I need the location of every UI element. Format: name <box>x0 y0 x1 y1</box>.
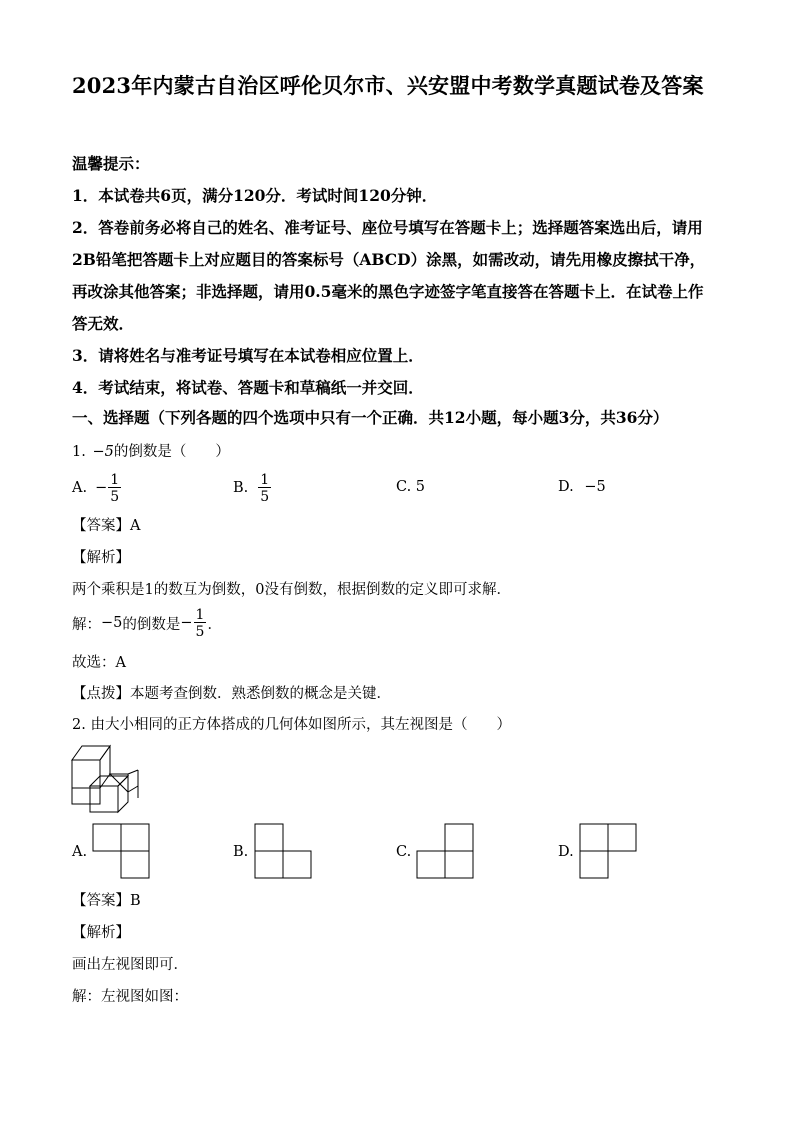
question-2-option-a-label: A. <box>72 844 88 860</box>
denominator: 5 <box>260 488 270 505</box>
question-1-option-d <box>558 479 606 495</box>
option-label: A. <box>72 480 88 496</box>
notice-heading: 温馨提示： <box>72 154 150 173</box>
solution-prefix: 解： <box>72 616 101 633</box>
question-2-option-a-figure <box>92 823 150 879</box>
fraction <box>194 608 207 639</box>
numerator: 1 <box>260 471 270 488</box>
question-2-analysis: 画出左视图即可． <box>72 957 188 973</box>
notice-item-2-line-3: 再改涂其他答案；非选择题，请用0.5毫米的黑色字迹签字笔直接答在答题卡上．在试卷上作 <box>72 282 704 301</box>
question-2-answer: 【答案】B <box>72 893 141 909</box>
question-1-option-c <box>396 479 425 495</box>
notice-item-2-line-1: 2．答卷前务必将自己的姓名、准考证号、座位号填写在答题卡上；选择题答案选出后，请用 <box>72 218 703 237</box>
fraction <box>108 473 121 504</box>
option-label: D. <box>558 479 574 495</box>
notice-item-4: 4．考试结束，将试卷、答题卡和草稿纸一并交回． <box>72 378 424 397</box>
minus-sign: − <box>95 480 108 496</box>
numerator: 1 <box>110 471 120 488</box>
question-1-analysis: 两个乘积是1的数互为倒数，0没有倒数，根据倒数的定义即可求解． <box>72 582 511 598</box>
question-2-option-d-figure <box>579 823 637 879</box>
question-2-option-d-label: D. <box>558 844 574 860</box>
fraction <box>258 473 271 504</box>
question-2-option-b-label: B. <box>233 844 249 860</box>
math-expression: −5 <box>101 615 123 631</box>
question-number: 1. <box>72 444 86 460</box>
question-text: 由大小相同的正方体搭成的几何体如图所示，其左视图是（ ） <box>90 717 511 733</box>
question-1-option-a <box>72 468 122 508</box>
question-number: 2. <box>72 717 86 733</box>
notice-item-1: 1．本试卷共6页，满分120分．考试时间120分钟． <box>72 186 438 205</box>
denominator: 5 <box>195 623 205 640</box>
question-2-option-b-figure <box>254 823 312 879</box>
math-expression: −5 <box>92 444 114 460</box>
question-2-solution: 解：左视图如图： <box>72 989 188 1005</box>
solution-text: 的倒数是 <box>122 616 181 633</box>
question-1-answer: 【答案】A <box>72 518 141 534</box>
minus-sign: − <box>180 615 193 631</box>
question-2-analysis-heading: 【解析】 <box>72 925 130 941</box>
question-1-comment: 【点拨】本题考查倒数．熟悉倒数的概念是关键． <box>72 686 391 702</box>
question-2-option-c-figure <box>416 823 474 879</box>
cube-figure <box>70 742 150 814</box>
notice-item-2-line-2: 2B铅笔把答题卡上对应题目的答案标号（ABCD）涂黑，如需改动，请先用橡皮擦拭干净， <box>72 250 706 269</box>
numerator: 1 <box>195 606 205 623</box>
option-label: B. <box>233 480 249 496</box>
question-1-stem <box>72 440 230 461</box>
notice-item-2-line-4: 答无效． <box>72 314 135 333</box>
option-label: C. <box>396 479 412 495</box>
notice-item-3: 3．请将姓名与准考证号填写在本试卷相应位置上． <box>72 346 424 365</box>
question-text: 的倒数是（ ） <box>113 444 230 460</box>
option-value: 5 <box>415 479 426 495</box>
question-2-option-c-label: C. <box>396 844 412 860</box>
option-value: −5 <box>584 479 606 495</box>
question-1-analysis-heading: 【解析】 <box>72 550 130 566</box>
solution-end: ． <box>207 616 222 633</box>
denominator: 5 <box>110 488 120 505</box>
question-1-option-b <box>233 468 272 508</box>
question-2-stem <box>72 713 511 734</box>
question-1-choice: 故选：A <box>72 655 126 671</box>
question-1-solution <box>72 603 222 643</box>
section-heading: 一、选择题（下列各题的四个选项中只有一个正确．共12小题，每小题3分，共36分） <box>72 408 669 427</box>
page-title: 2023年内蒙古自治区呼伦贝尔市、兴安盟中考数学真题试卷及答案 <box>72 73 704 98</box>
